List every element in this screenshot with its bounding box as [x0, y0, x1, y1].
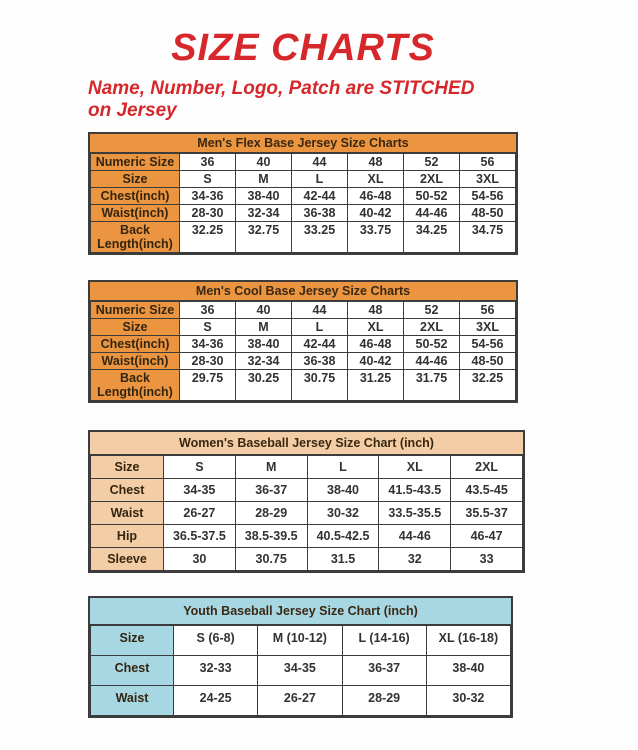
size-cell: 48-50 — [460, 205, 516, 222]
table-row — [91, 686, 511, 716]
size-cell: XL (16-18) — [426, 626, 510, 656]
size-cell: L — [292, 319, 348, 336]
size-cell: 28-30 — [180, 353, 236, 370]
size-cell: 32 — [379, 548, 451, 571]
size-cell: 32.25 — [460, 370, 516, 401]
size-cell: 33 — [451, 548, 523, 571]
size-cell: 30-32 — [426, 686, 510, 716]
size-cell: 2XL — [404, 171, 460, 188]
size-cell: 48-50 — [460, 353, 516, 370]
size-cell: 33.5-35.5 — [379, 502, 451, 525]
size-cell: 34.75 — [460, 222, 516, 253]
size-cell: 40 — [236, 302, 292, 319]
size-cell: 36 — [180, 154, 236, 171]
size-cell: 33.75 — [348, 222, 404, 253]
size-cell: 40 — [236, 154, 292, 171]
size-table-womens-baseball — [88, 430, 525, 573]
size-cell: 32-33 — [174, 656, 258, 686]
row-label: Numeric Size — [91, 154, 180, 171]
table-row — [91, 626, 511, 656]
size-cell: 33.25 — [292, 222, 348, 253]
page-title: SIZE CHARTS — [171, 27, 435, 69]
size-cell: 30 — [164, 548, 236, 571]
size-cell: M — [236, 171, 292, 188]
size-cell: 46-48 — [348, 336, 404, 353]
size-cell: 36-37 — [342, 656, 426, 686]
size-cell: S (6-8) — [174, 626, 258, 656]
table-row — [91, 188, 516, 205]
table-row — [91, 456, 523, 479]
table-row — [91, 656, 511, 686]
size-cell: 46-47 — [451, 525, 523, 548]
size-cell: 32-34 — [236, 353, 292, 370]
size-cell: 38-40 — [307, 479, 379, 502]
size-cell: 52 — [404, 302, 460, 319]
size-cell: L — [292, 171, 348, 188]
size-cell: 30.75 — [235, 548, 307, 571]
size-cell: 28-29 — [235, 502, 307, 525]
row-label: Numeric Size — [91, 302, 180, 319]
table-row — [91, 205, 516, 222]
size-cell: 36 — [180, 302, 236, 319]
size-cell: 41.5-43.5 — [379, 479, 451, 502]
size-cell: S — [180, 171, 236, 188]
row-label: Size — [91, 456, 164, 479]
table-row — [91, 479, 523, 502]
size-cell: L — [307, 456, 379, 479]
size-cell: 34-36 — [180, 188, 236, 205]
row-label: Size — [91, 626, 174, 656]
size-cell: 34-35 — [258, 656, 342, 686]
size-cell: 48 — [348, 154, 404, 171]
size-cell: 36.5-37.5 — [164, 525, 236, 548]
size-cell: 30.75 — [292, 370, 348, 401]
row-label: Back Length(inch) — [91, 370, 180, 401]
size-cell: XL — [379, 456, 451, 479]
size-grid — [90, 625, 511, 716]
size-cell: 54-56 — [460, 336, 516, 353]
size-table-mens-flex-base — [88, 132, 518, 255]
size-cell: 3XL — [460, 171, 516, 188]
size-cell: S — [180, 319, 236, 336]
size-cell: 32-34 — [236, 205, 292, 222]
size-cell: 36-38 — [292, 205, 348, 222]
size-cell: XL — [348, 319, 404, 336]
size-cell: 42-44 — [292, 336, 348, 353]
size-cell: 35.5-37 — [451, 502, 523, 525]
size-cell: 48 — [348, 302, 404, 319]
table-title: Women's Baseball Jersey Size Chart (inch) — [90, 432, 523, 455]
size-cell: 50-52 — [404, 188, 460, 205]
size-cell: 31.25 — [348, 370, 404, 401]
size-cell: 28-29 — [342, 686, 426, 716]
size-cell: 44 — [292, 154, 348, 171]
table-row — [91, 222, 516, 253]
size-cell: 44-46 — [379, 525, 451, 548]
table-row — [91, 353, 516, 370]
size-cell: 46-48 — [348, 188, 404, 205]
table-title: Men's Cool Base Jersey Size Charts — [90, 282, 516, 301]
size-cell: 28-30 — [180, 205, 236, 222]
size-cell: M — [236, 319, 292, 336]
row-label: Waist — [91, 686, 174, 716]
size-cell: 38-40 — [236, 188, 292, 205]
size-grid — [90, 153, 516, 253]
table-title: Youth Baseball Jersey Size Chart (inch) — [90, 598, 511, 625]
page-subtitle — [88, 78, 550, 122]
table-row — [91, 502, 523, 525]
size-cell: 40-42 — [348, 205, 404, 222]
row-label: Waist — [91, 502, 164, 525]
size-cell: 44-46 — [404, 205, 460, 222]
size-cell: M (10-12) — [258, 626, 342, 656]
table-row — [91, 548, 523, 571]
page-subtitle-line-2: on Jersey — [88, 100, 177, 121]
size-cell: 2XL — [451, 456, 523, 479]
size-cell: 38-40 — [426, 656, 510, 686]
size-cell: 43.5-45 — [451, 479, 523, 502]
size-cell: 44 — [292, 302, 348, 319]
size-cell: 24-25 — [174, 686, 258, 716]
size-cell: L (14-16) — [342, 626, 426, 656]
size-cell: 34-35 — [164, 479, 236, 502]
row-label: Chest — [91, 656, 174, 686]
size-cell: 52 — [404, 154, 460, 171]
size-cell: 31.5 — [307, 548, 379, 571]
row-label: Size — [91, 171, 180, 188]
row-label: Sleeve — [91, 548, 164, 571]
table-row — [91, 154, 516, 171]
size-cell: 30-32 — [307, 502, 379, 525]
size-cell: 36-37 — [235, 479, 307, 502]
size-cell: 31.75 — [404, 370, 460, 401]
table-row — [91, 370, 516, 401]
row-label: Hip — [91, 525, 164, 548]
size-cell: 32.75 — [236, 222, 292, 253]
size-cell: 3XL — [460, 319, 516, 336]
row-label: Chest — [91, 479, 164, 502]
size-cell: 29.75 — [180, 370, 236, 401]
table-title: Men's Flex Base Jersey Size Charts — [90, 134, 516, 153]
row-label: Waist(inch) — [91, 353, 180, 370]
row-label: Size — [91, 319, 180, 336]
size-cell: 44-46 — [404, 353, 460, 370]
size-table-mens-cool-base — [88, 280, 518, 403]
size-cell: M — [235, 456, 307, 479]
row-label: Waist(inch) — [91, 205, 180, 222]
size-cell: 38.5-39.5 — [235, 525, 307, 548]
size-cell: 40-42 — [348, 353, 404, 370]
size-table-youth-baseball — [88, 596, 513, 718]
size-cell: 36-38 — [292, 353, 348, 370]
size-cell: XL — [348, 171, 404, 188]
size-cell: 50-52 — [404, 336, 460, 353]
size-cell: 26-27 — [258, 686, 342, 716]
table-row — [91, 171, 516, 188]
size-cell: 30.25 — [236, 370, 292, 401]
size-cell: 38-40 — [236, 336, 292, 353]
size-cell: S — [164, 456, 236, 479]
row-label: Chest(inch) — [91, 336, 180, 353]
table-row — [91, 336, 516, 353]
table-row — [91, 319, 516, 336]
size-cell: 56 — [460, 154, 516, 171]
size-cell: 2XL — [404, 319, 460, 336]
size-grid — [90, 455, 523, 571]
row-label: Back Length(inch) — [91, 222, 180, 253]
size-cell: 42-44 — [292, 188, 348, 205]
size-cell: 54-56 — [460, 188, 516, 205]
size-cell: 26-27 — [164, 502, 236, 525]
size-cell: 56 — [460, 302, 516, 319]
table-row — [91, 525, 523, 548]
size-cell: 32.25 — [180, 222, 236, 253]
content-column — [88, 26, 550, 718]
size-cell: 40.5-42.5 — [307, 525, 379, 548]
size-cell: 34.25 — [404, 222, 460, 253]
page-subtitle-line-1: Name, Number, Logo, Patch are STITCHED — [88, 78, 475, 99]
table-row — [91, 302, 516, 319]
row-label: Chest(inch) — [91, 188, 180, 205]
size-grid — [90, 301, 516, 401]
size-cell: 34-36 — [180, 336, 236, 353]
